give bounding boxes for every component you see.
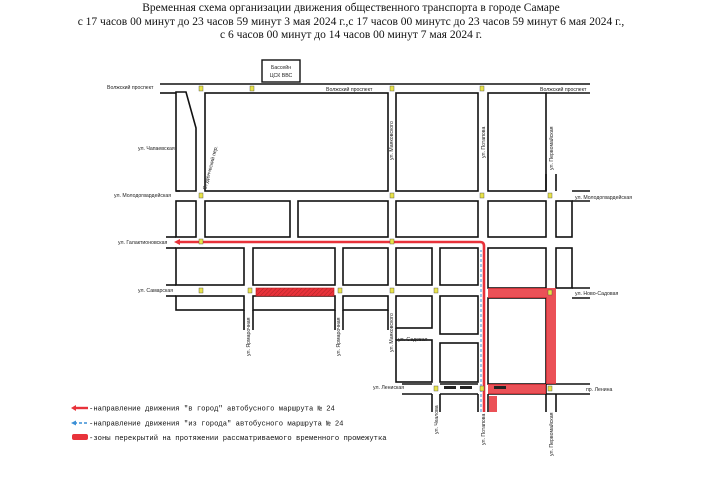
- city-block: [205, 201, 290, 237]
- legend-to-city: -направление движения "в город" автобусного маршрута № 24: [89, 405, 335, 414]
- traffic-sign: [480, 193, 484, 198]
- city-block: [343, 248, 388, 285]
- traffic-sign: [250, 86, 254, 91]
- city-block: [440, 343, 478, 382]
- traffic-sign: [390, 288, 394, 293]
- city-block: [205, 93, 388, 191]
- closure-zone-potapova-south: [489, 396, 497, 412]
- city-block: [440, 248, 478, 285]
- traffic-sign: [434, 386, 438, 391]
- street-label-yarmarochnaya-1: ул. Ярмарочная: [246, 317, 252, 356]
- city-block: [396, 340, 432, 382]
- closure-zone-pervomayskaya: [546, 288, 556, 384]
- traffic-sign: [390, 193, 394, 198]
- street-label-molodogvardeyskaya-right: ул. Молодогвардейская: [575, 195, 633, 201]
- street-label-leninskaya: ул. Лениская: [373, 385, 405, 391]
- traffic-sign: [199, 86, 203, 91]
- traffic-sign: [248, 288, 252, 293]
- street-label-mayakovskogo-bottom: ул. Маяковского: [389, 313, 395, 352]
- street-label-samarskaya: ул. Самарская: [138, 288, 174, 294]
- street-label-studenchesky: Студенческий пер.: [202, 145, 220, 191]
- city-block: [396, 296, 432, 328]
- traffic-sign: [390, 239, 394, 244]
- city-block: [253, 248, 335, 285]
- street-label-galaktionovskaya: ул. Галактионовская: [118, 240, 168, 246]
- legend-from-city: -направление движения "из города" автобусного маршрута № 24: [89, 420, 344, 429]
- city-block: [396, 201, 478, 237]
- traffic-sign: [199, 239, 203, 244]
- street-label-potapova-bottom: ул. Потапова: [481, 413, 487, 445]
- legend-swatch-closures: [72, 434, 88, 440]
- city-block: [343, 296, 388, 310]
- city-blocks: [176, 92, 572, 384]
- traffic-sign: [480, 86, 484, 91]
- city-block: [176, 296, 244, 310]
- street-label-sadovaya: ул. Садовая: [398, 337, 428, 343]
- city-block: [488, 93, 546, 191]
- traffic-sign: [390, 86, 394, 91]
- title-line-2: с 17 часов 00 минут до 23 часов 59 минут 3 мая 2024 г.,с 17 часов 00 минутс до 23 часов 59 минут 6 мая 2024 г.,: [77, 15, 625, 28]
- legend-closures: -зоны перекрытий на протяжении рассматриваемого временного промежутка: [89, 435, 387, 443]
- traffic-sign: [548, 193, 552, 198]
- title-line-3: с 6 часов 00 минут до 14 часов 00 минут 7 мая 2024 г.: [219, 29, 483, 41]
- street-label-pervomayskaya-top: ул. Первомайская: [549, 126, 555, 170]
- street-label-chkalova: ул. Чкалова: [434, 405, 440, 434]
- landmark-pool: [262, 60, 300, 82]
- city-block: [176, 201, 196, 237]
- traffic-sign: [199, 193, 203, 198]
- landmark-line-1: Бассейн: [270, 65, 292, 71]
- closure-zone-novo-sadovaya: [488, 288, 546, 298]
- city-block: [396, 248, 432, 285]
- city-block: [298, 201, 388, 237]
- bus-stop: [494, 386, 506, 389]
- traffic-sign: [548, 290, 552, 295]
- street-label-volzhsky-mid: Волжский проспект: [326, 87, 373, 93]
- street-label-mayakovskogo-top: ул. Маяковского: [389, 121, 395, 160]
- city-block: [440, 296, 478, 334]
- street-label-novo-sadovaya: ул. Ново-Садовая: [575, 291, 619, 297]
- street-label-pervomayskaya-bottom: ул. Первомайская: [549, 412, 555, 456]
- route-to-city-arrow: [174, 239, 180, 245]
- city-block: [396, 93, 478, 191]
- street-label-chapaevskaya: ул. Чапаевская: [138, 146, 175, 152]
- city-block: [556, 248, 572, 288]
- city-block: [176, 248, 244, 285]
- city-block: [488, 298, 546, 384]
- closure-zone-samarskaya: [256, 288, 334, 296]
- street-label-volzhsky-right: Волжский проспект: [540, 87, 587, 93]
- street-label-volzhsky-left: Волжский проспект: [107, 85, 154, 91]
- street-label-potapova-top: ул. Потапова: [481, 126, 487, 158]
- bus-stop: [460, 386, 472, 389]
- landmark-line-2: ЦСК ВВС: [269, 73, 293, 79]
- street-label-molodogvardeyskaya-left: ул. Молодогвардейская: [114, 193, 172, 199]
- traffic-sign: [548, 386, 552, 391]
- map-legend: [71, 405, 387, 444]
- city-block: [556, 201, 572, 237]
- bus-stops: [444, 386, 506, 389]
- city-block: [488, 248, 546, 288]
- city-block: [253, 296, 335, 310]
- title-line-1: Временная схема организации движения общественного транспорта в городе Самаре: [142, 2, 560, 14]
- traffic-sign: [199, 288, 203, 293]
- traffic-sign: [480, 386, 484, 391]
- traffic-sign: [434, 288, 438, 293]
- bus-stop: [444, 386, 456, 389]
- city-block: [488, 201, 546, 237]
- city-block: [176, 92, 196, 191]
- street-label-lenina: пр. Ленина: [586, 387, 613, 393]
- street-label-yarmarochnaya-2: ул. Ярмарочная: [336, 317, 342, 356]
- traffic-sign: [338, 288, 342, 293]
